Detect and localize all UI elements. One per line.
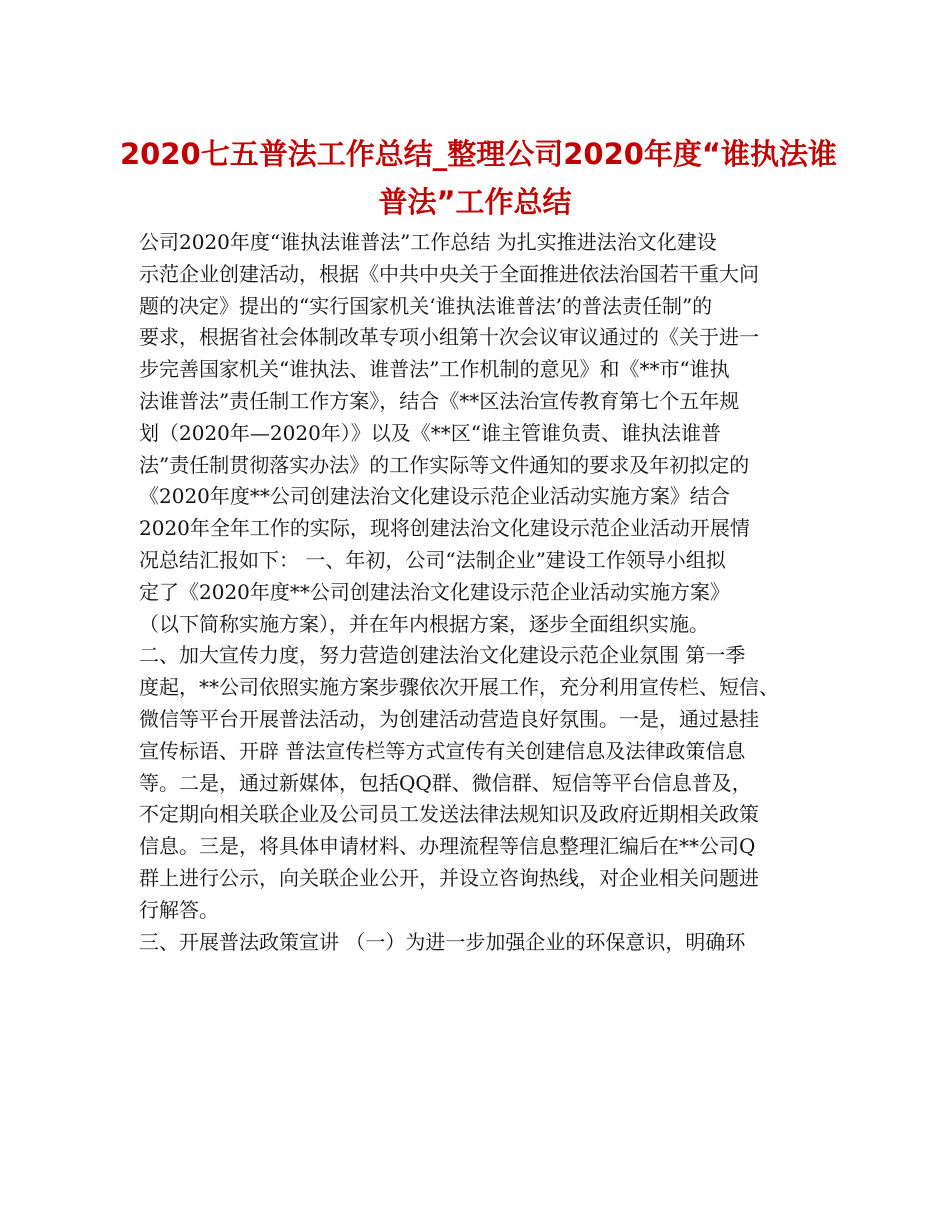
body-line: 信息。三是，将具体申请材料、办理流程等信息整理汇编后在**公司Q <box>139 834 756 859</box>
body-line: 示范企业创建活动，根据《中共中央关于全面推进依法治国若干重大问 <box>139 261 759 286</box>
document-title <box>120 130 837 226</box>
body-line: 要求，根据省社会体制改革专项小组第十次会议审议通过的《关于进一 <box>139 325 759 350</box>
body-line: 不定期向相关联企业及公司员工发送法律法规知识及政府近期相关政策 <box>139 802 759 827</box>
title-line-1: 2020七五普法工作总结_整理公司2020年度“谁执法谁 <box>120 137 837 171</box>
body-line: 三、开展普法政策宣讲 （一）为进一步加强企业的环保意识，明确环 <box>139 929 746 954</box>
body-line: 微信等平台开展普法活动，为创建活动营造良好氛围。一是，通过悬挂 <box>139 706 759 731</box>
body-line: 划（2020年—2020年）》以及《**区“谁主管谁负责、谁执法谁普 <box>139 420 722 445</box>
body-line: 定了《2020年度**公司创建法治文化建设示范企业活动实施方案》 <box>139 579 730 604</box>
document-body <box>139 227 819 958</box>
body-line: 法”责任制贯彻落实办法》的工作实际等文件通知的要求及年初拟定的 <box>139 452 750 477</box>
body-line: 宣传标语、开辟 普法宣传栏等方式宣传有关创建信息及法律政策信息 <box>139 738 746 763</box>
body-line: 群上进行公示，向关联企业公开，并设立咨询热线，对企业相关问题进 <box>139 865 759 890</box>
body-line: 况总结汇报如下： 一、年初，公司“法制企业”建设工作领导小组拟 <box>139 547 726 572</box>
body-line: 公司2020年度“谁执法谁普法”工作总结 为扎实推进法治文化建设 <box>139 230 717 254</box>
body-line: 法谁普法”责任制工作方案》，结合《**区法治宣传教育第七个五年规 <box>139 388 740 413</box>
body-line: 等。二是，通过新媒体，包括QQ群、微信群、短信等平台信息普及， <box>139 770 752 795</box>
body-line: 题的决定》提出的“实行国家机关‘谁执法谁普法’的普法责任制”的 <box>139 293 713 318</box>
body-line: 行解答。 <box>139 897 219 922</box>
body-line: 度起，**公司依照实施方案步骤依次开展工作，充分利用宣传栏、短信、 <box>139 675 779 700</box>
body-line: （以下简称实施方案），并在年内根据方案，逐步全面组织实施。 <box>139 611 709 636</box>
title-line-2: 普法”工作总结 <box>378 185 572 219</box>
body-line: 步完善国家机关“谁执法、谁普法”工作机制的意见》和《**市“谁执 <box>139 357 730 382</box>
body-line: 二、加大宣传力度，努力营造创建法治文化建设示范企业氛围 第一季 <box>139 643 746 668</box>
body-line: 《2020年度**公司创建法治文化建设示范企业活动实施方案》结合 <box>139 484 730 509</box>
body-line: 2020年全年工作的实际，现将创建法治文化建设示范企业活动开展情 <box>139 516 750 541</box>
